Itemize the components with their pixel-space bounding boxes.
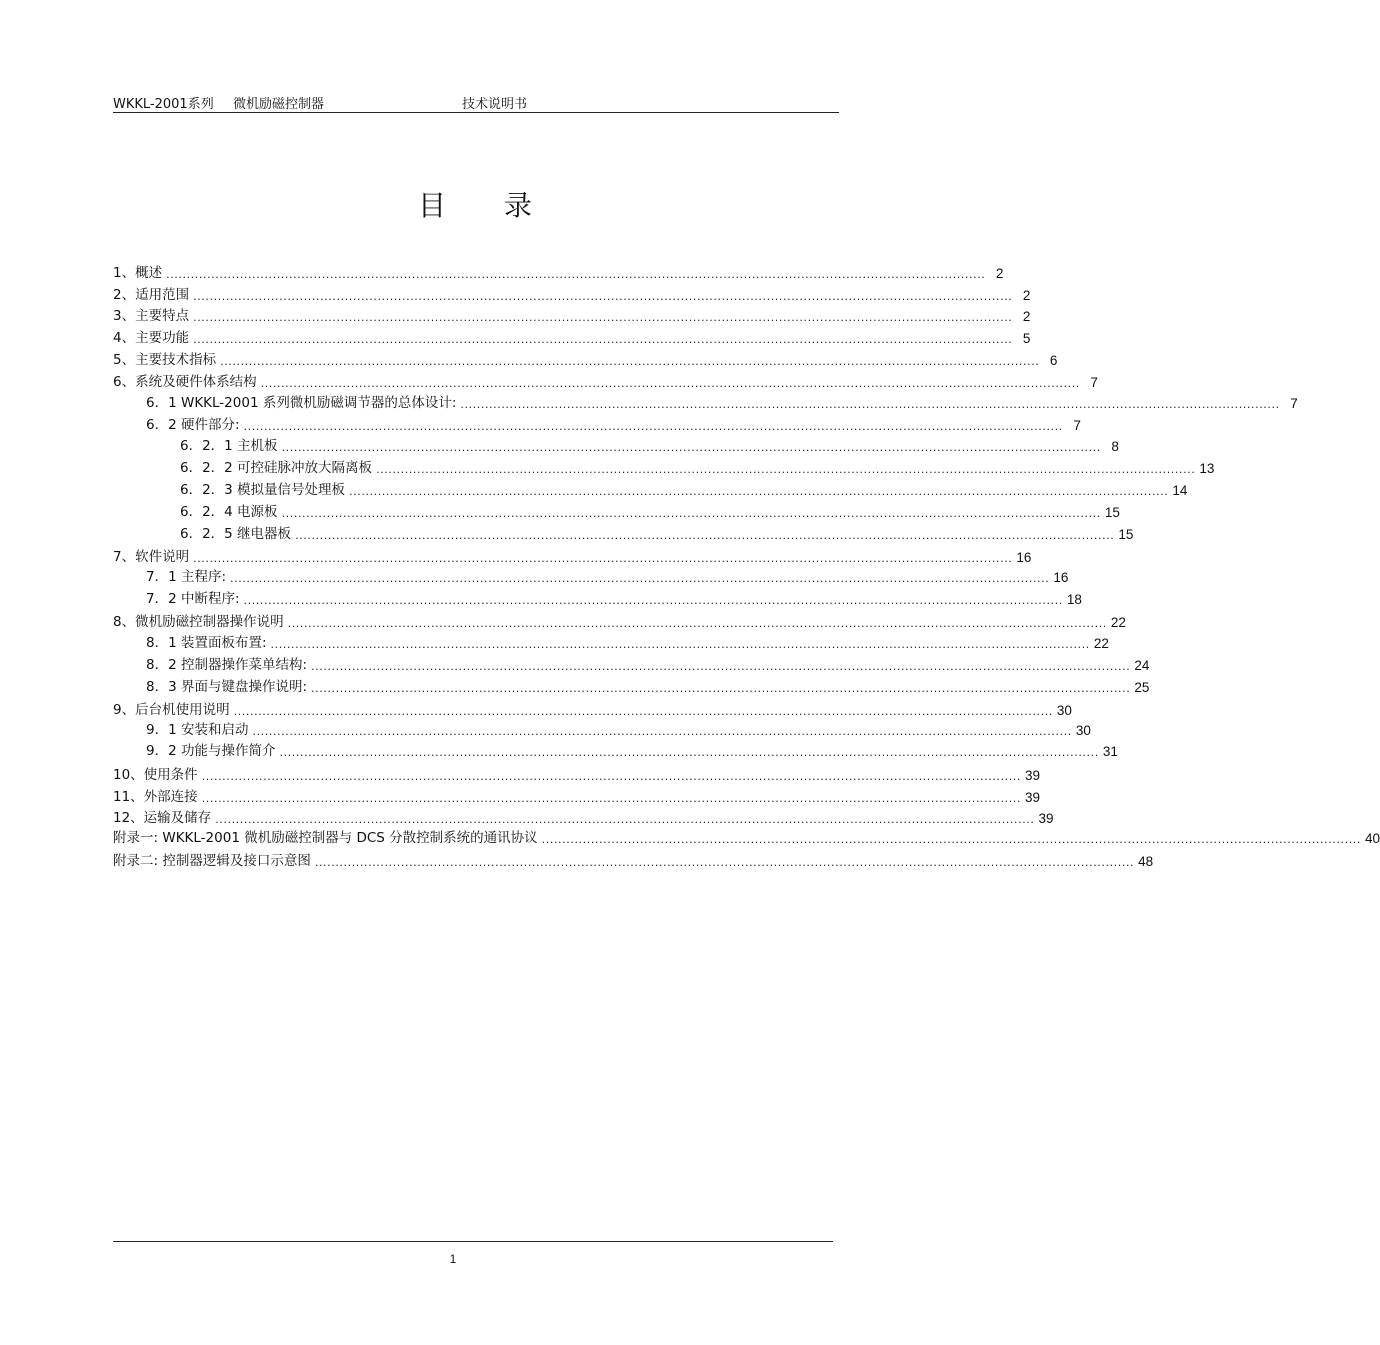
toc-entry-page: 25 (1134, 680, 1150, 695)
leader-dots: ........................................................................................................................................................................................................ (201, 792, 1022, 805)
leader-dots: ........................................................................................................................................................................................................ (201, 770, 1022, 783)
toc-entry[interactable] (146, 415, 1081, 433)
header-model: WKKL-2001系列 (113, 97, 214, 112)
leader-dots: ........................................................................................................................................................................................................ (270, 638, 1090, 651)
toc-entry-label: 12、运输及储存 (113, 810, 212, 826)
leader-dots: ........................................................................................................................................................................................................ (193, 290, 1013, 303)
toc-entry-label: 8．1 装置面板布置: (146, 635, 267, 651)
leader-dots: ........................................................................................................................................................................................................ (541, 833, 1361, 846)
toc-entry[interactable] (180, 458, 1215, 476)
toc-entry-page: 15 (1118, 527, 1134, 542)
toc-entry-page: 39 (1025, 768, 1041, 783)
leader-dots: ........................................................................................................................................................................................................ (220, 355, 1040, 368)
toc-entry-label: 8．3 界面与键盘操作说明: (146, 679, 308, 695)
toc-entry-page: 22 (1093, 636, 1109, 651)
header-doc-type: 技术说明书 (462, 97, 528, 112)
toc-entry[interactable] (113, 851, 1154, 869)
toc-entry[interactable] (180, 524, 1134, 542)
toc-entry-page: 16 (1053, 570, 1069, 585)
toc-entry-label: 6．2．3 模拟量信号处理板 (180, 482, 346, 498)
toc-entry-page: 8 (1111, 439, 1119, 454)
leader-dots: ........................................................................................................................................................................................................ (349, 485, 1169, 498)
leader-dots: ........................................................................................................................................................................................................ (260, 377, 1080, 390)
toc-entry-page: 2 (1022, 309, 1031, 324)
toc-entry[interactable] (146, 633, 1109, 651)
leader-dots: ........................................................................................................................................................................................................ (193, 552, 1013, 565)
toc-entry-page: 2 (1022, 288, 1031, 303)
leader-dots: ........................................................................................................................................................................................................ (287, 617, 1107, 630)
toc-entry[interactable] (113, 328, 1031, 346)
leader-dots: ........................................................................................................................................................................................................ (193, 311, 1013, 324)
toc-entry-page: 5 (1022, 331, 1031, 346)
toc-entry[interactable] (180, 436, 1119, 454)
toc-entry-page: 2 (995, 266, 1004, 281)
toc-entry[interactable] (113, 787, 1041, 805)
toc-entry-page: 14 (1172, 483, 1188, 498)
toc-entry-page: 31 (1102, 744, 1118, 759)
leader-dots: ........................................................................................................................................................................................................ (460, 398, 1280, 411)
toc-entry-label: 9．2 功能与操作简介 (146, 743, 276, 759)
leader-dots: ........................................................................................................................................................................................................ (376, 463, 1196, 476)
toc-entry-page: 39 (1038, 811, 1054, 826)
toc-entry-label: 9．1 安装和启动 (146, 722, 249, 738)
leader-dots: ........................................................................................................................................................................................................ (243, 420, 1063, 433)
toc-entry-label: 1、概述 (113, 265, 163, 281)
toc-entry[interactable] (113, 285, 1031, 303)
toc-title: 目录 (417, 189, 590, 222)
leader-dots: ........................................................................................................................................................................................................ (233, 705, 1053, 718)
toc-entry-page: 48 (1138, 854, 1154, 869)
leader-dots: ........................................................................................................................................................................................................ (314, 856, 1135, 869)
toc-entry-page: 30 (1075, 723, 1091, 738)
leader-dots: ........................................................................................................................................................................................................ (166, 268, 986, 281)
toc-entry-label: 6．2．5 继电器板 (180, 526, 292, 542)
toc-entry-label: 3、主要特点 (113, 308, 190, 324)
toc-entry-page: 6 (1049, 353, 1058, 368)
toc-entry-page: 7 (1090, 375, 1098, 390)
toc-entry-label: 6．1 WKKL-2001 系列微机励磁调节器的总体设计: (146, 395, 457, 411)
toc-entry-page: 30 (1056, 703, 1072, 718)
toc-entry[interactable] (113, 700, 1072, 718)
toc-entry-page: 22 (1110, 615, 1126, 630)
toc-entry[interactable] (146, 677, 1150, 695)
toc-entry-label: 6．2．1 主机板 (180, 438, 278, 454)
toc-entry-label: 附录二: 控制器逻辑及接口示意图 (113, 853, 311, 869)
page-number: 1 (449, 1252, 457, 1266)
toc-entry[interactable] (146, 589, 1082, 607)
toc-entry[interactable] (113, 828, 1380, 846)
toc-entry-label: 7．1 主程序: (146, 569, 227, 585)
toc-entry-label: 6．2 硬件部分: (146, 417, 240, 433)
leader-dots: ........................................................................................................................................................................................................ (281, 507, 1101, 520)
toc-entry[interactable] (146, 567, 1069, 585)
toc-entry[interactable] (146, 655, 1150, 673)
header-product: 微机励磁控制器 (233, 97, 325, 112)
toc-entry-label: 附录一: WKKL-2001 微机励磁控制器与 DCS 分散控制系统的通讯协议 (113, 830, 538, 846)
leader-dots: ........................................................................................................................................................................................................ (295, 529, 1115, 542)
toc-entry-page: 15 (1104, 505, 1120, 520)
leader-dots: ........................................................................................................................................................................................................ (193, 333, 1013, 346)
toc-entry-label: 4、主要功能 (113, 330, 190, 346)
leader-dots: ........................................................................................................................................................................................................ (311, 660, 1131, 673)
leader-dots: ........................................................................................................................................................................................................ (279, 746, 1099, 759)
toc-entry[interactable] (146, 720, 1091, 738)
toc-entry-label: 7．2 中断程序: (146, 591, 240, 607)
toc-entry-page: 18 (1066, 592, 1082, 607)
toc-entry-page: 7 (1290, 396, 1298, 411)
toc-entry-page: 40 (1365, 831, 1380, 846)
leader-dots: ........................................................................................................................................................................................................ (252, 725, 1072, 738)
toc-entry[interactable] (113, 350, 1058, 368)
toc-entry[interactable] (113, 808, 1054, 826)
toc-entry-label: 9、后台机使用说明 (113, 702, 230, 718)
toc-entry-page: 39 (1025, 790, 1041, 805)
footer-divider (113, 1241, 833, 1242)
toc-entry[interactable] (146, 393, 1298, 411)
toc-entry-label: 6、系统及硬件体系结构 (113, 374, 257, 390)
toc-entry[interactable] (113, 612, 1126, 630)
leader-dots: ........................................................................................................................................................................................................ (311, 682, 1131, 695)
toc-entry-page: 16 (1016, 550, 1032, 565)
toc-entry-page: 24 (1134, 658, 1150, 673)
toc-entry[interactable] (146, 741, 1118, 759)
toc-entry-label: 6．2．4 电源板 (180, 504, 278, 520)
toc-entry[interactable] (180, 480, 1188, 498)
toc-entry[interactable] (113, 765, 1041, 783)
toc-entry[interactable] (180, 502, 1120, 520)
toc-entry-label: 7、软件说明 (113, 549, 190, 565)
toc-entry[interactable] (113, 547, 1032, 565)
leader-dots: ........................................................................................................................................................................................................ (281, 441, 1101, 454)
toc-entry-page: 7 (1073, 418, 1081, 433)
toc-entry-label: 8．2 控制器操作菜单结构: (146, 657, 308, 673)
toc-entry-label: 8、微机励磁控制器操作说明 (113, 614, 284, 630)
leader-dots: ........................................................................................................................................................................................................ (215, 813, 1035, 826)
toc-entry-page: 13 (1199, 461, 1215, 476)
leader-dots: ........................................................................................................................................................................................................ (230, 572, 1050, 585)
toc-entry[interactable] (113, 306, 1031, 324)
toc-entry-label: 2、适用范围 (113, 287, 190, 303)
toc-entry-label: 10、使用条件 (113, 767, 198, 783)
toc-entry-label: 6．2．2 可控硅脉冲放大隔离板 (180, 460, 373, 476)
toc-entry[interactable] (113, 372, 1098, 390)
toc-entry-label: 11、外部连接 (113, 789, 198, 805)
toc-entry[interactable] (113, 263, 1004, 281)
leader-dots: ........................................................................................................................................................................................................ (243, 594, 1063, 607)
page-header (113, 92, 839, 113)
toc-entry-label: 5、主要技术指标 (113, 352, 217, 368)
